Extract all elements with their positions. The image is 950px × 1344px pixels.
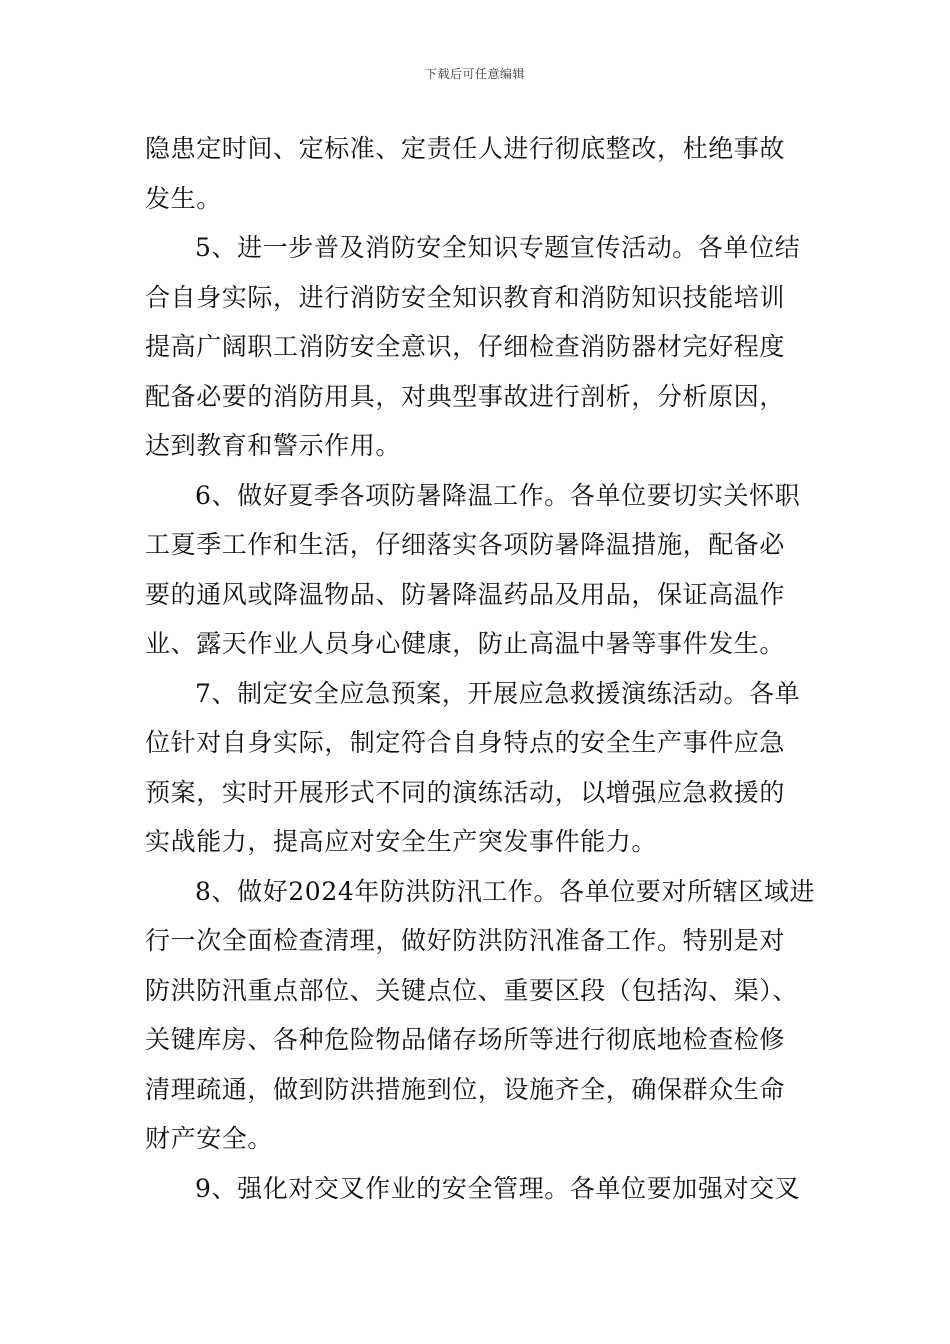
text-line: 配备必要的消防用具，对典型事故进行剖析，分析原因， (145, 381, 786, 411)
text-line: 9、强化对交叉作业的安全管理。各单位要加强对交叉 (195, 1173, 801, 1203)
paragraph-item-7 (145, 669, 809, 867)
text-line: 隐患定时间、定标准、定责任人进行彻底整改，杜绝事故 (145, 134, 786, 163)
text-line: 财产安全。 (145, 1124, 274, 1153)
text-line: 6、做好夏季各项防暑降温工作。各单位要切实关怀职 (195, 480, 801, 510)
text-line: 防洪防汛重点部位、关键点位、重要区段（包括沟、渠）、 (145, 975, 799, 1005)
paragraph-item-9 (145, 1164, 809, 1214)
text-line: 工夏季工作和生活，仔细落实各项防暑降温措施，配备必 (145, 530, 786, 559)
text-line: 实战能力，提高应对安全生产突发事件能力。 (145, 827, 658, 856)
text-line: 行一次全面检查清理，做好防洪防汛准备工作。特别是对 (145, 926, 786, 955)
text-line: 达到教育和警示作用。 (145, 431, 402, 460)
paragraph-continuation (145, 124, 809, 223)
page-header: 下载后可任意编辑 (424, 67, 525, 81)
text-line: 位针对自身实际，制定符合自身特点的安全生产事件应急 (145, 728, 786, 757)
text-line: 清理疏通，做到防洪措施到位，设施齐全，确保群众生命 (145, 1074, 786, 1104)
text-line: 8、做好2024年防洪防汛工作。各单位要对所辖区域进 (195, 876, 816, 906)
text-line: 5、进一步普及消防安全知识专题宣传活动。各单位结 (195, 233, 801, 262)
text-line: 业、露天作业人员身心健康，防止高温中暑等事件发生。 (145, 629, 786, 658)
text-line: 合自身实际，进行消防安全知识教育和消防知识技能培训 (145, 282, 786, 312)
document-body (145, 124, 816, 1213)
paragraph-item-5 (145, 223, 809, 471)
text-line: 要的通风或降温物品、防暑降温药品及用品，保证高温作 (145, 579, 786, 609)
text-line: 7、制定安全应急预案，开展应急救援演练活动。各单 (195, 678, 801, 708)
text-line: 发生。 (145, 183, 222, 213)
text-line: 关键库房、各种危险物品储存场所等进行彻底地检查检修 (145, 1025, 786, 1054)
text-line: 预案，实时开展形式不同的演练活动，以增强应急救援的 (145, 777, 786, 807)
paragraph-item-6 (145, 471, 809, 669)
text-line: 提高广阔职工消防安全意识，仔细检查消防器材完好程度 (145, 332, 786, 361)
paragraph-item-8 (145, 867, 816, 1164)
